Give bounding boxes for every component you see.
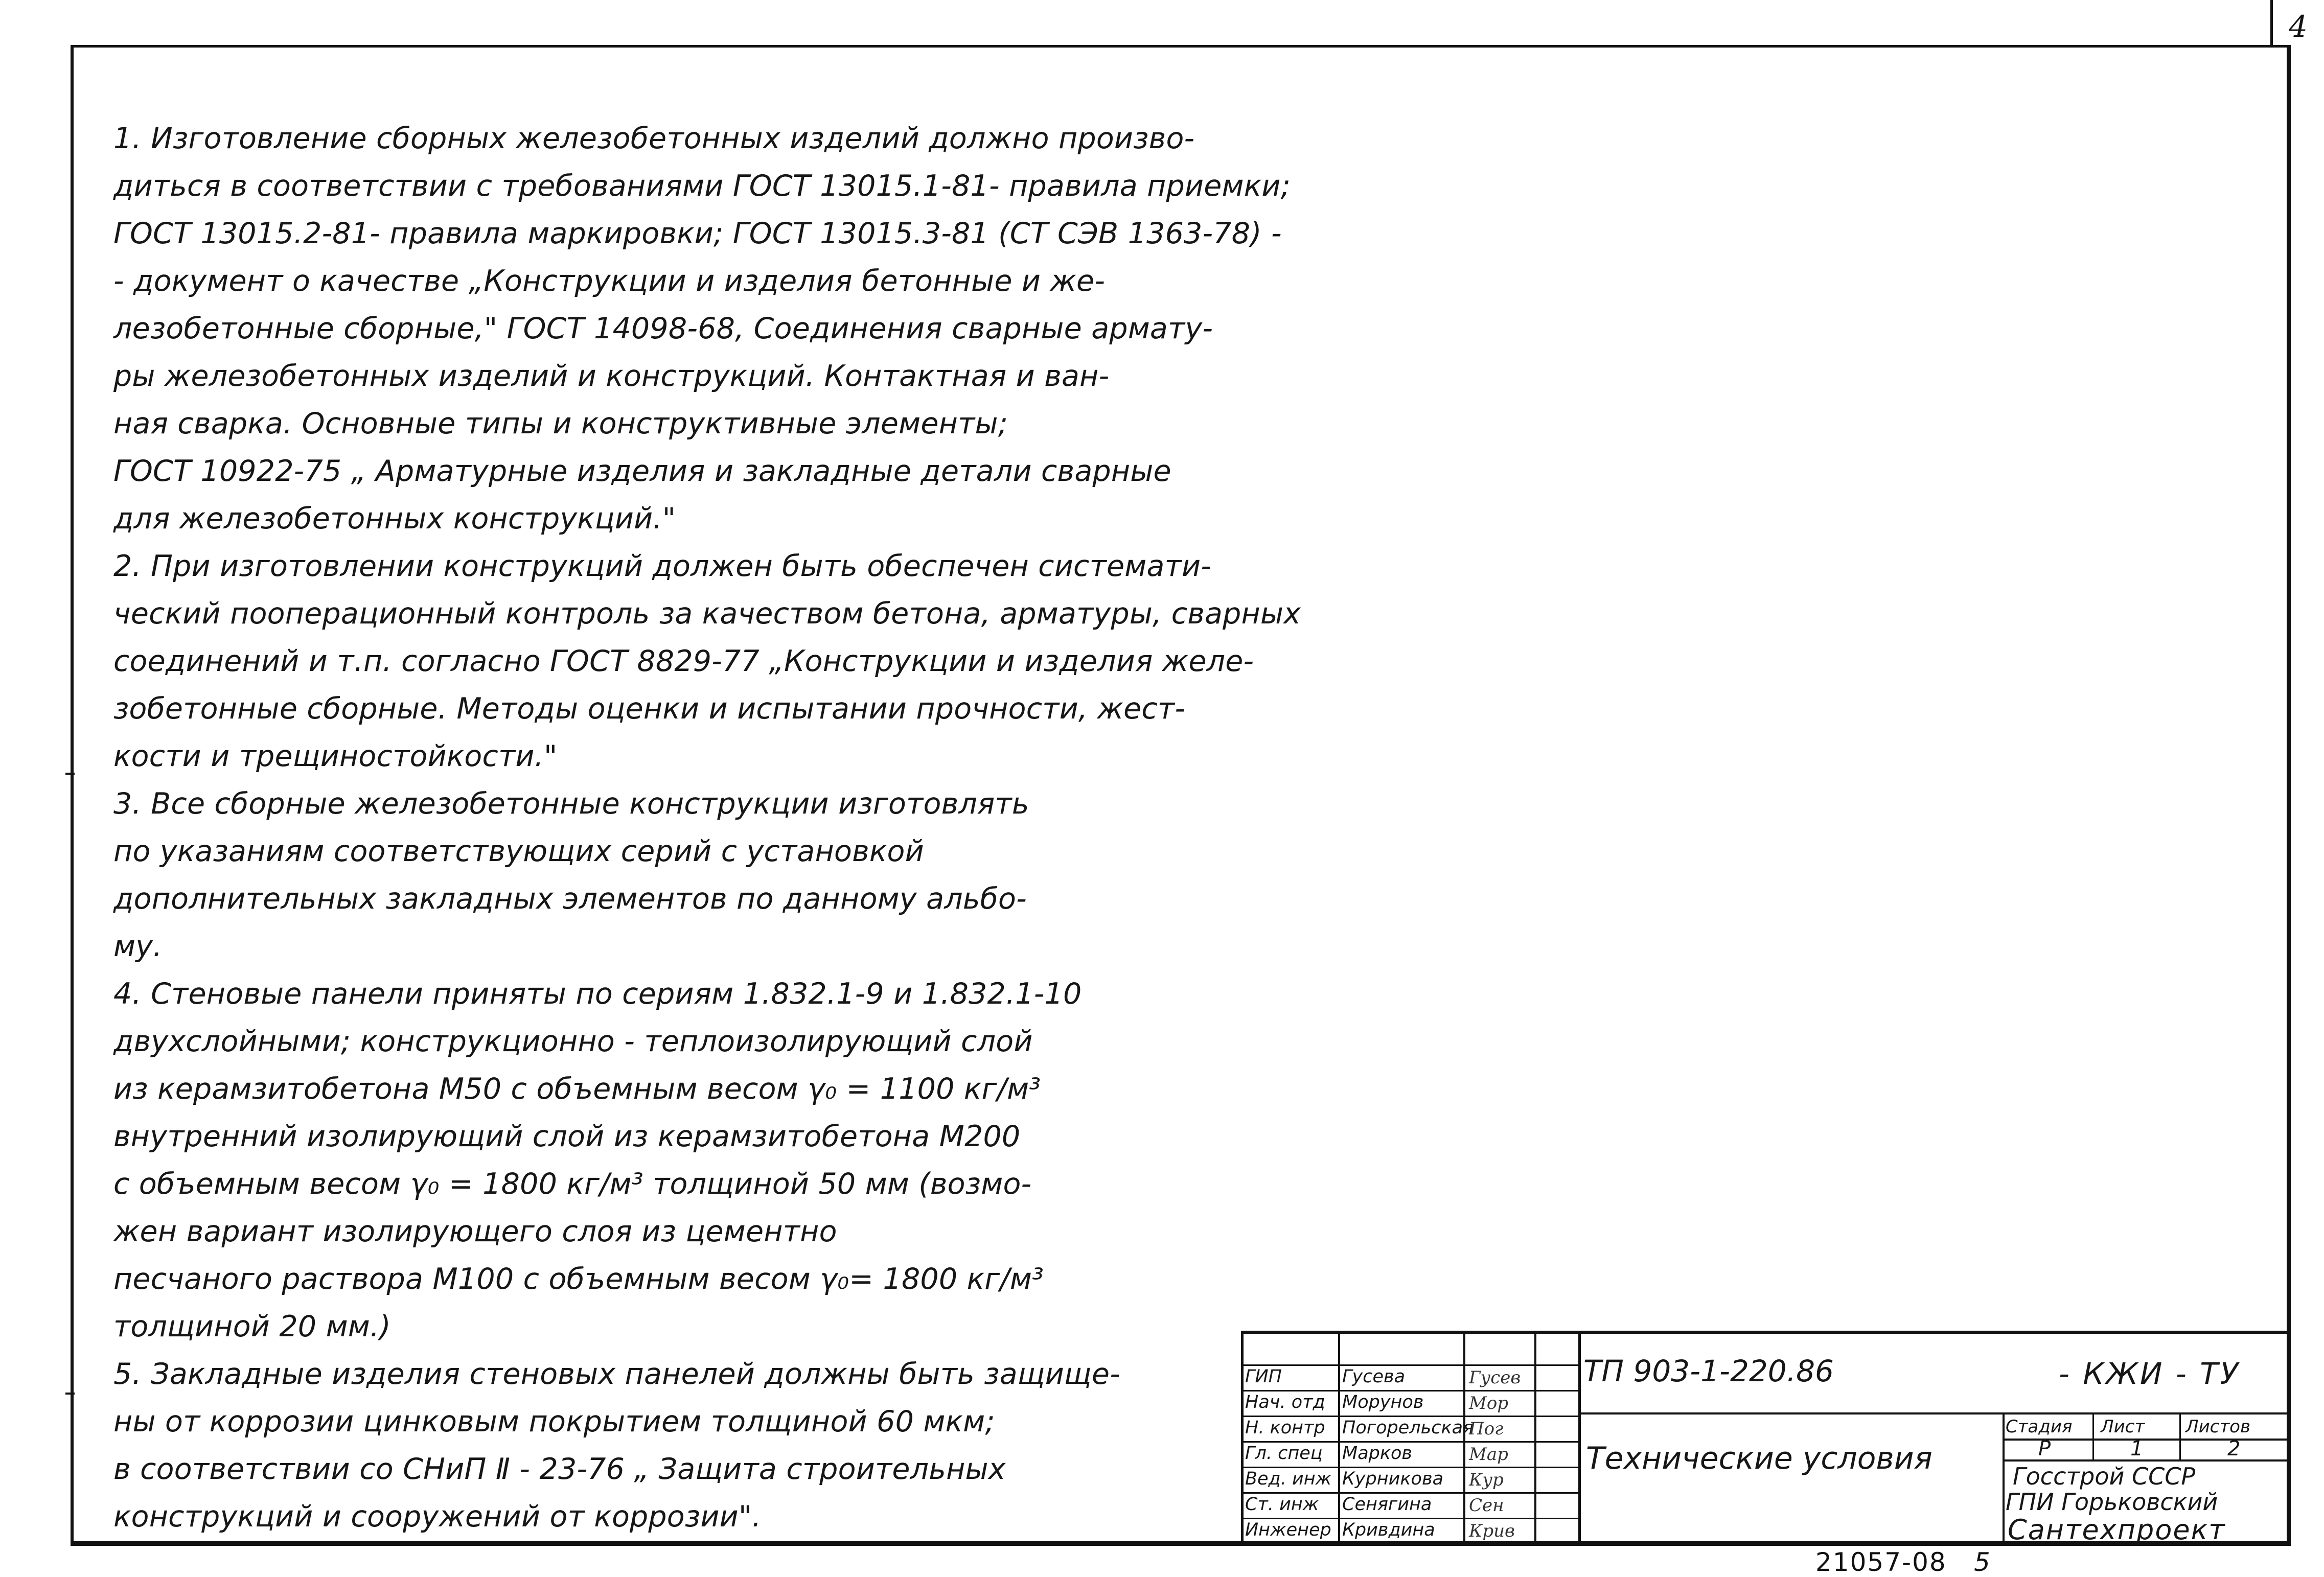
org-line-3: Сантехпроект [2008,1514,2226,1546]
text-line: му. [113,930,163,963]
sheet-header: Лист [2101,1417,2145,1437]
person-name: Кривдина [1342,1520,1435,1540]
text-line: песчаного раствора М100 с объемным весом γ₀= 1800 кг/м³ [113,1262,1044,1296]
role-label: ГИП [1245,1366,1282,1387]
text-line: двухслойными; конструкционно - теплоизолирующий слой [113,1025,1033,1058]
person-name: Сенягина [1342,1494,1432,1515]
org-line-2: ГПИ Горьковский [2006,1488,2218,1516]
archive-code: 21057-08 [1815,1547,1947,1577]
text-line: с объемным весом γ₀ = 1800 кг/м³ толщиной 50 мм (возмо- [113,1167,1032,1201]
text-line: ГОСТ 13015.2-81- правила маркировки; ГОСТ 13015.3-81 (СТ СЭВ 1363-78) - [113,217,1282,250]
doc-code: ТП 903-1-220.86 [1583,1354,1834,1388]
stage-value: Р [2038,1437,2051,1460]
person-name: Гусева [1342,1366,1406,1387]
corner-tick [2270,0,2273,47]
role-label: Гл. спец [1245,1443,1323,1464]
text-line: ны от коррозии цинковым покрытием толщиной 60 мкм; [113,1405,995,1439]
doc-suffix: - КЖИ - ТУ [2059,1356,2240,1391]
margin-tick [65,773,75,775]
text-line: 2. При изготовлении конструкций должен быть обеспечен системати- [113,549,1212,583]
text-line: ческий пооперационный контроль за качеством бетона, арматуры, сварных [113,597,1301,631]
text-line: 1. Изготовление сборных железобетонных изделий должно произво- [113,122,1195,155]
signature: Гусев [1469,1367,1521,1388]
text-line: внутренний изолирующий слой из керамзитобетона М200 [113,1120,1021,1153]
text-line: ГОСТ 10922-75 „ Арматурные изделия и закладные детали сварные [113,454,1171,488]
signature: Крив [1469,1521,1515,1541]
person-name: Курникова [1342,1469,1444,1489]
page-number: 5 [1974,1547,1991,1577]
text-line: в соответствии со СНиП Ⅱ - 23-76 „ Защита строительных [113,1452,1006,1486]
sheet-corner-mark: 4 [2289,9,2308,44]
title-block [1241,1331,2291,1545]
signature: Мор [1469,1393,1509,1413]
sheet-value: 1 [2130,1437,2144,1460]
person-name: Марков [1342,1443,1413,1464]
text-line: для железобетонных конструкций." [113,502,676,536]
text-line: зобетонные сборные. Методы оценки и испытании прочности, жест- [113,692,1186,726]
doc-title: Технические условия [1586,1441,1932,1476]
margin-tick [65,1393,75,1395]
text-line: конструкций и сооружений от коррозии". [113,1500,762,1534]
sheets-value: 2 [2227,1437,2241,1460]
signature: Кур [1469,1470,1504,1490]
text-line: кости и трещиностойкости." [113,739,558,773]
signature: Сен [1469,1495,1504,1516]
role-label: Нач. отд [1245,1392,1325,1412]
signature: Пог [1469,1419,1504,1439]
text-line: из керамзитобетона М50 с объемным весом γ₀ = 1100 кг/м³ [113,1072,1041,1106]
role-label: Ст. инж [1245,1494,1319,1515]
text-line: ная сварка. Основные типы и конструктивные элементы; [113,407,1008,440]
text-line: жен вариант изолирующего слоя из цементно [113,1215,837,1248]
text-line: дополнительных закладных элементов по данному альбо- [113,882,1027,916]
role-label: Инженер [1245,1520,1331,1540]
person-name: Морунов [1342,1392,1424,1412]
text-line: 5. Закладные изделия стеновых панелей должны быть защище- [113,1357,1120,1391]
text-line: 4. Стеновые панели приняты по сериям 1.832.1-9 и 1.832.1-10 [113,977,1082,1011]
person-name: Погорельская [1342,1418,1474,1438]
text-line: толщиной 20 мм.) [113,1310,391,1343]
stage-header: Стадия [2006,1417,2073,1437]
text-line: по указаниям соответствующих серий с установкой [113,834,924,868]
sheets-header: Листов [2185,1417,2251,1437]
text-line: ры железобетонных изделий и конструкций. Контактная и ван- [113,359,1110,393]
text-line: 3. Все сборные железобетонные конструкции изготовлять [113,787,1029,821]
org-line-1: Госстрой СССР [2013,1463,2196,1490]
text-line: диться в соответствии с требованиями ГОСТ 13015.1-81- правила приемки; [113,169,1291,203]
text-line: лезобетонные сборные," ГОСТ 14098-68, Соединения сварные армату- [113,312,1213,345]
text-line: - документ о качестве „Конструкции и изделия бетонные и же- [113,264,1106,298]
text-line: соединений и т.п. согласно ГОСТ 8829-77 „Конструкции и изделия желе- [113,644,1254,678]
signature: Мар [1469,1444,1508,1465]
role-label: Н. контр [1245,1418,1325,1438]
role-label: Вед. инж [1245,1469,1332,1489]
